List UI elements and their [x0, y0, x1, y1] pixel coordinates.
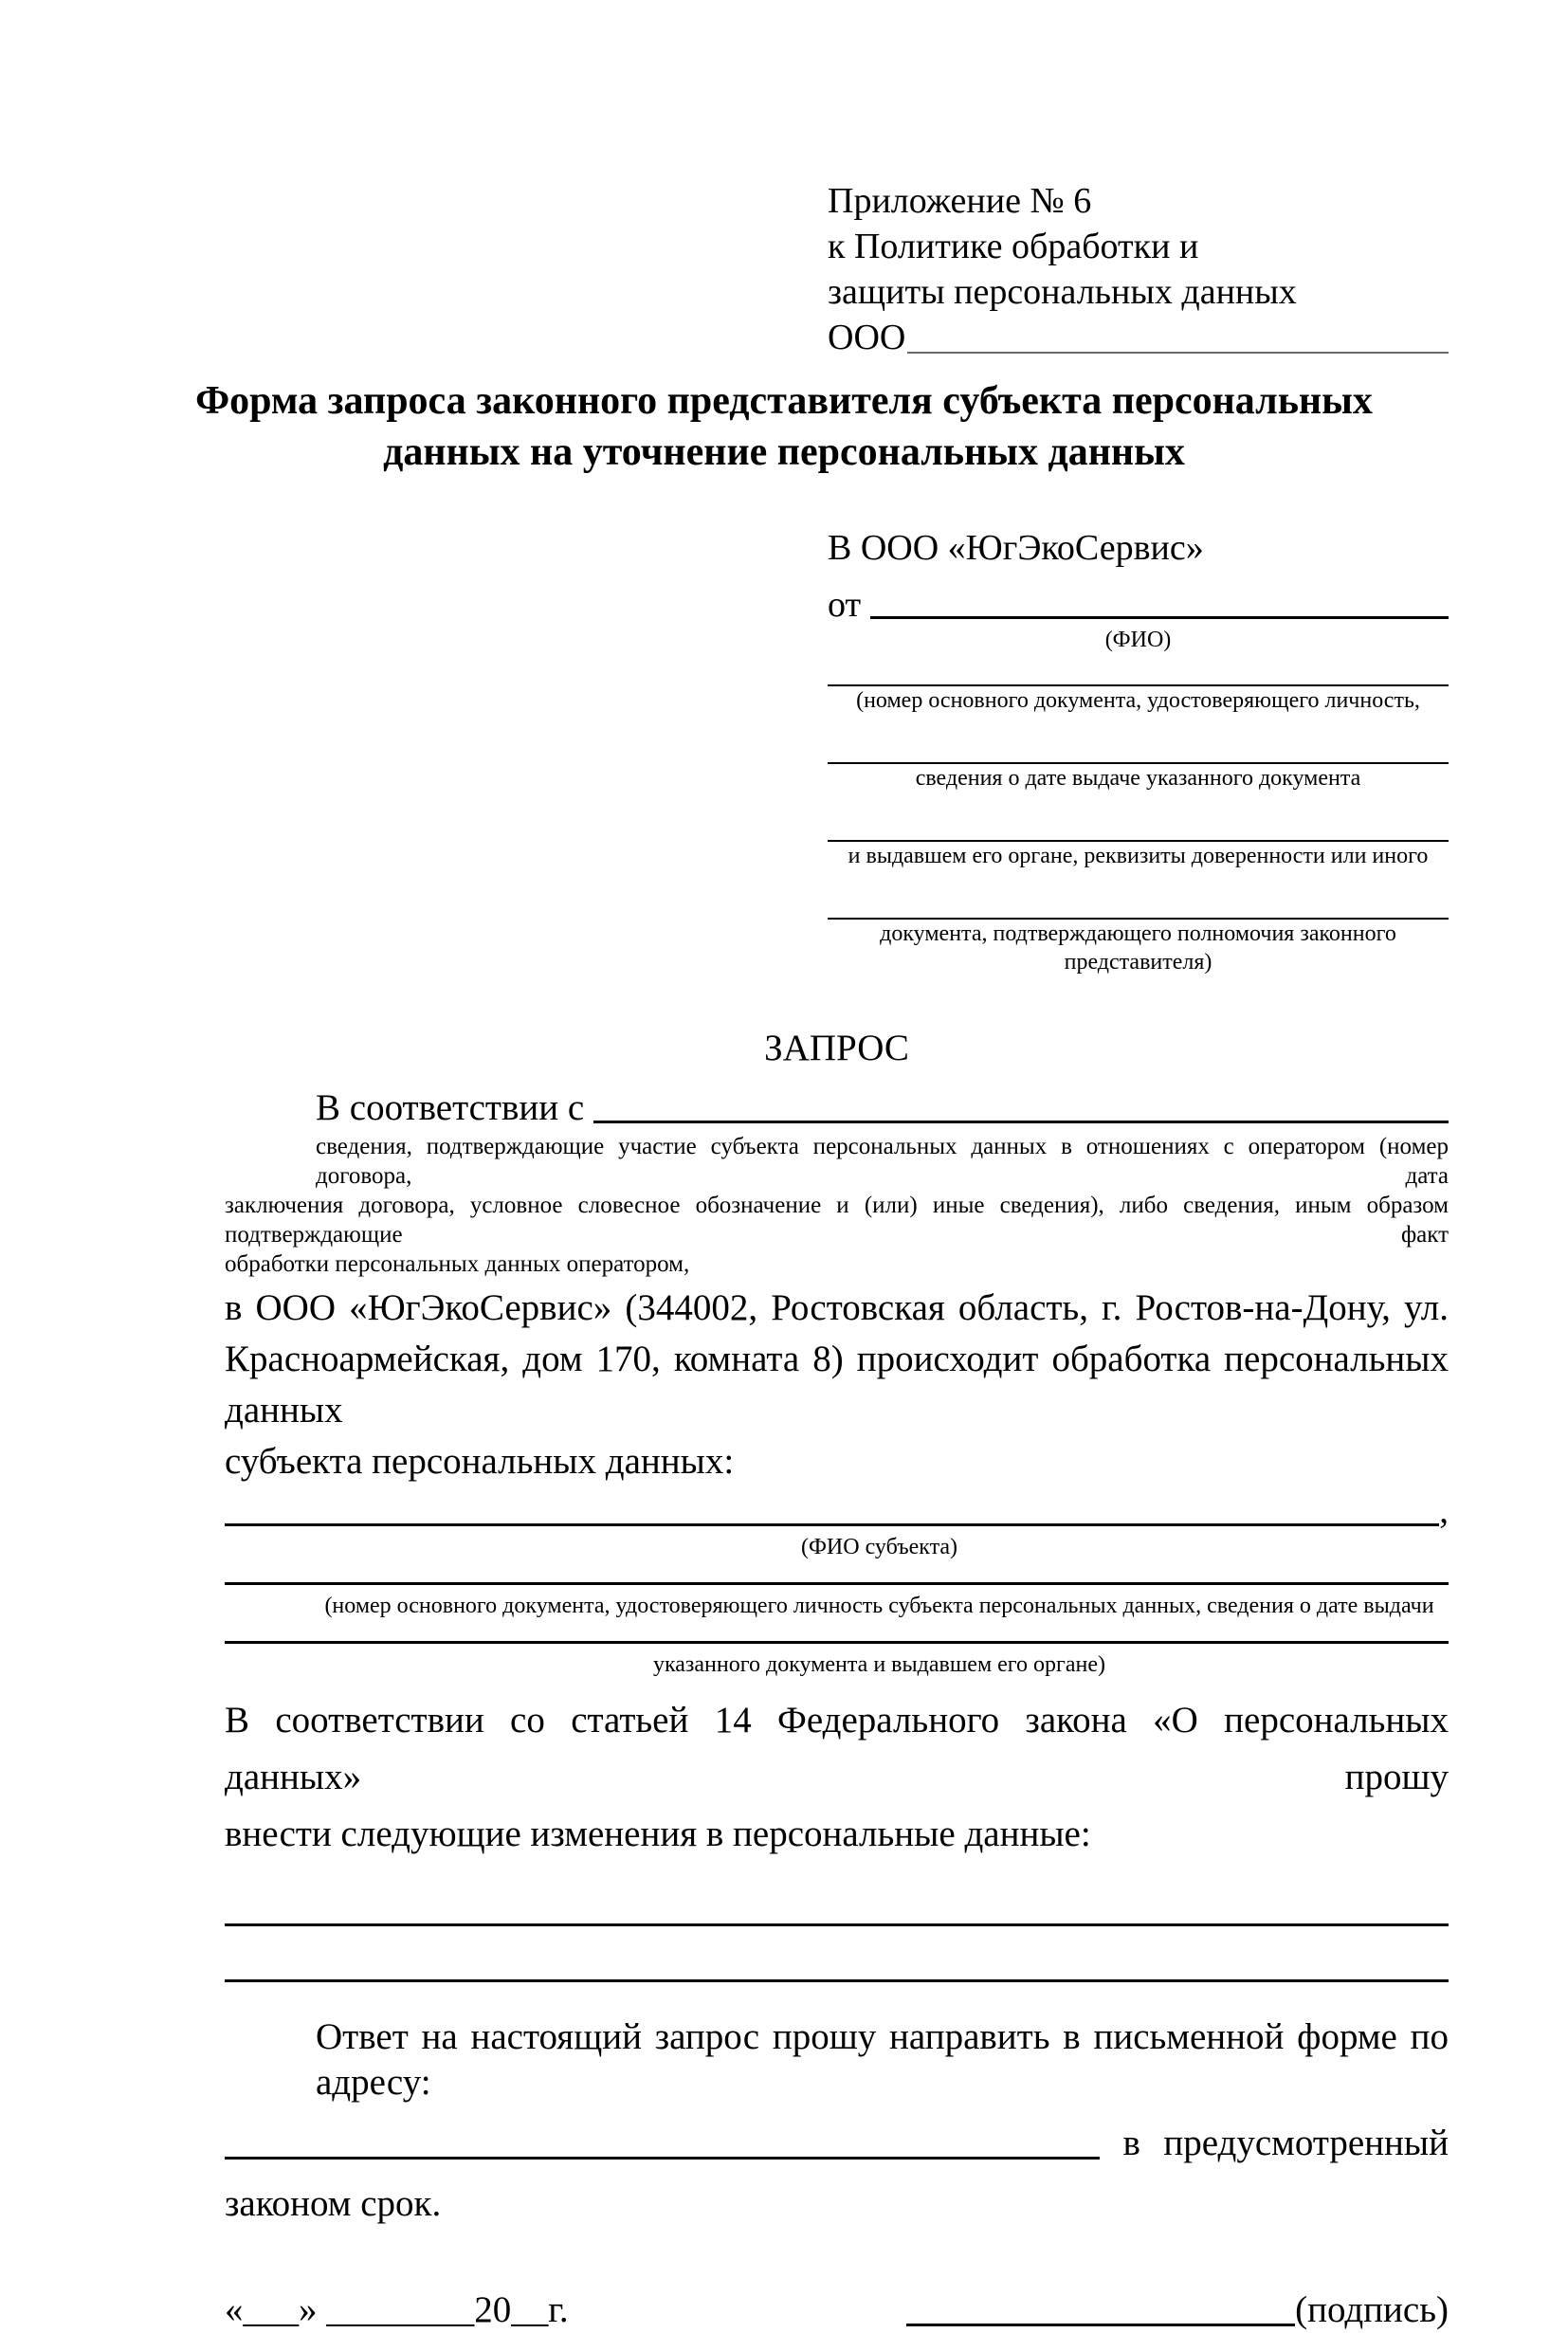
operator-line: субъекта персональных данных: — [225, 1441, 735, 1482]
subject-doc-caption: указанного документа и выдавшем его органе) — [652, 1652, 1106, 1677]
answer-line: Ответ на настоящий запрос прошу направить в письменной форме по адресу: — [316, 2016, 1449, 2103]
document-blank-line — [828, 815, 1449, 842]
annex-note — [828, 178, 1449, 360]
answer-word: в — [1122, 2123, 1140, 2163]
address-blank-line — [225, 2121, 1100, 2160]
subject-fio-caption: (ФИО субъекта) — [800, 1535, 958, 1559]
page-title — [0, 375, 1568, 478]
footnote-line: заключения договора, условное словесное обозначение и (или) иные сведения), либо сведения, иным образом подтверждающие факт — [225, 1193, 1449, 1248]
footer-row — [225, 2287, 1449, 2333]
subject-fio-row — [225, 1489, 1449, 1533]
footnote-line: сведения, подтверждающие участие субъекта персональных данных в отношениях с оператором (номер договора, дата — [316, 1134, 1449, 1189]
request-heading: ЗАПРОС — [764, 1028, 909, 1068]
fio-caption: (ФИО) — [1104, 628, 1172, 652]
answer-word: предусмотренный — [1163, 2123, 1449, 2163]
annex-line: Приложение № 6 — [828, 181, 1092, 221]
subject-doc-blank-line — [225, 1582, 1449, 1585]
operator-paragraph — [225, 1283, 1449, 1487]
accordance-label: В соответствии с — [316, 1087, 585, 1128]
signature-group — [906, 2287, 1449, 2333]
trailing-comma: , — [1439, 1490, 1449, 1531]
ooo-blank-line — [907, 315, 1449, 354]
page-title-line: данных на уточнение персональных данных — [383, 430, 1185, 474]
footnote-line: обработки персональных данных оператором, — [225, 1251, 690, 1277]
subject-doc-blank-line — [225, 1641, 1449, 1644]
subject-doc-row — [225, 1582, 1449, 1592]
article-line: В соответствии со статьей 14 Федерального закона «О персональных данных» прошу — [225, 1700, 1449, 1797]
ooo-label: ООО — [828, 318, 906, 357]
page-title-line: Форма запроса законного представителя субъекта персональных — [195, 379, 1373, 423]
date-field: «___» ________20__г. — [225, 2289, 569, 2330]
signature-blank-line — [906, 2287, 1295, 2326]
annex-line: защиты персональных данных — [828, 272, 1297, 312]
changes-blank-line — [225, 1923, 1449, 1926]
document-blank-line — [828, 738, 1449, 764]
document-blank-line — [828, 660, 1449, 686]
addressee-company: В ООО «ЮгЭкоСервис» — [828, 528, 1204, 568]
operator-line: Красноармейская, дом 170, комната 8) происходит обработка персональных данных — [225, 1339, 1449, 1431]
article-paragraph — [225, 1692, 1449, 1863]
document-caption: и выдавшем его органе, реквизиты доверенности или иного — [848, 844, 1429, 868]
changes-blank-line — [225, 1979, 1449, 1982]
document-caption: документа, подтверждающего полномочия законного представителя) — [880, 921, 1396, 975]
operator-line: в ООО «ЮгЭкоСервис» (344002, Ростовская область, г. Ростов-на-Дону, ул. — [225, 1287, 1449, 1328]
addressee-block — [828, 527, 1449, 976]
article-line: внести следующие изменения в персональные данные: — [225, 1814, 1091, 1854]
subject-doc-row — [225, 1641, 1449, 1650]
subject-doc-caption: (номер основного документа, удостоверяющего личность субъекта персональных данных, сведения о дате выдачи — [324, 1594, 1434, 1618]
footnote-paragraph — [225, 1132, 1449, 1279]
signature-caption: (подпись) — [1295, 2289, 1449, 2330]
document-caption: (номер основного документа, удостоверяющего личность, — [856, 688, 1420, 713]
document-caption: сведения о дате выдаче указанного документа — [915, 766, 1361, 791]
answer-address-row — [225, 2121, 1449, 2166]
annex-ooo-row — [828, 315, 1449, 360]
from-label: от — [828, 585, 862, 625]
annex-line: к Политике обработки и — [828, 227, 1199, 266]
from-blank-line — [870, 584, 1449, 619]
subject-fio-blank-line — [225, 1489, 1439, 1526]
answer-paragraph — [225, 2014, 1449, 2227]
document-blank-line — [828, 893, 1449, 920]
from-field-row — [828, 584, 1449, 626]
answer-line: законом срок. — [225, 2183, 442, 2224]
accordance-row — [225, 1086, 1449, 1130]
accordance-blank-line — [593, 1086, 1449, 1123]
